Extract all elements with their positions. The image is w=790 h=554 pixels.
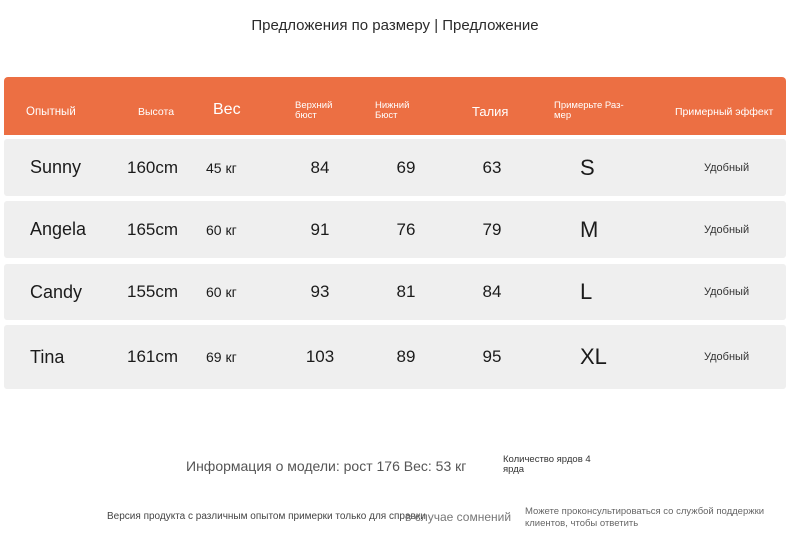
table-row (4, 139, 786, 196)
header-height: Высота (138, 106, 175, 118)
cell-height: 160cm (127, 157, 179, 177)
header-experience: Опытный (26, 106, 76, 118)
header-size: Примерьте Раз-мер (554, 100, 624, 121)
cell-upper: 93 (310, 282, 330, 301)
table-row (4, 201, 786, 258)
header-effect: Примерный эффект (675, 106, 774, 118)
header-lower-bust: Нижний Бюст (375, 100, 410, 121)
cell-height: 155cm (127, 282, 179, 301)
table-row (4, 264, 786, 320)
header-weight: Вес (213, 101, 241, 118)
cell-upper: 84 (310, 157, 330, 177)
disclaimer-right: Можете проконсультироваться со службой поддержки клиентов, чтобы ответить (525, 506, 765, 529)
cell-waist: 84 (482, 282, 502, 301)
cell-waist: 79 (482, 219, 502, 239)
cell-effect: Удобный (704, 161, 750, 174)
cell-effect: Удобный (704, 223, 750, 236)
header-upper-bust: Верхний бюст (295, 100, 333, 121)
cell-height: 161cm (127, 347, 179, 366)
cell-size: S (580, 154, 595, 180)
cell-weight: 60 кг (206, 221, 237, 238)
table-row (4, 325, 786, 389)
cell-size: L (580, 279, 593, 304)
cell-weight: 45 кг (206, 159, 237, 176)
cell-waist: 63 (482, 157, 502, 177)
cell-size: M (580, 216, 599, 242)
cell-weight: 69 кг (206, 349, 237, 365)
model-info: Информация о модели: рост 176 Вес: 53 кг (186, 458, 467, 474)
cell-upper: 103 (305, 347, 335, 366)
cell-lower: 69 (396, 157, 416, 177)
cell-upper: 91 (310, 219, 330, 239)
cell-size: XL (580, 344, 607, 369)
cell-name: Sunny (30, 157, 82, 177)
cell-effect: Удобный (704, 286, 750, 298)
header-waist: Талия (472, 104, 509, 119)
cell-lower: 89 (396, 347, 416, 366)
cell-weight: 60 кг (206, 284, 237, 300)
cell-height: 165cm (127, 219, 179, 239)
cell-name: Tina (30, 346, 65, 367)
table-header (4, 77, 786, 135)
cell-lower: 76 (396, 219, 416, 239)
cell-name: Angela (30, 219, 87, 239)
cell-waist: 95 (482, 347, 502, 366)
disclaimer-mid: в случае сомнений (405, 510, 512, 524)
disclaimer-left: Версия продукта с различным опытом примерки только для справки (107, 511, 426, 522)
cell-lower: 81 (396, 282, 416, 301)
cell-effect: Удобный (704, 351, 750, 363)
page-title: Предложения по размеру | Предложение (251, 17, 539, 34)
yards-info: Количество ярдов 4 ярда (503, 454, 591, 475)
cell-name: Candy (30, 281, 83, 302)
